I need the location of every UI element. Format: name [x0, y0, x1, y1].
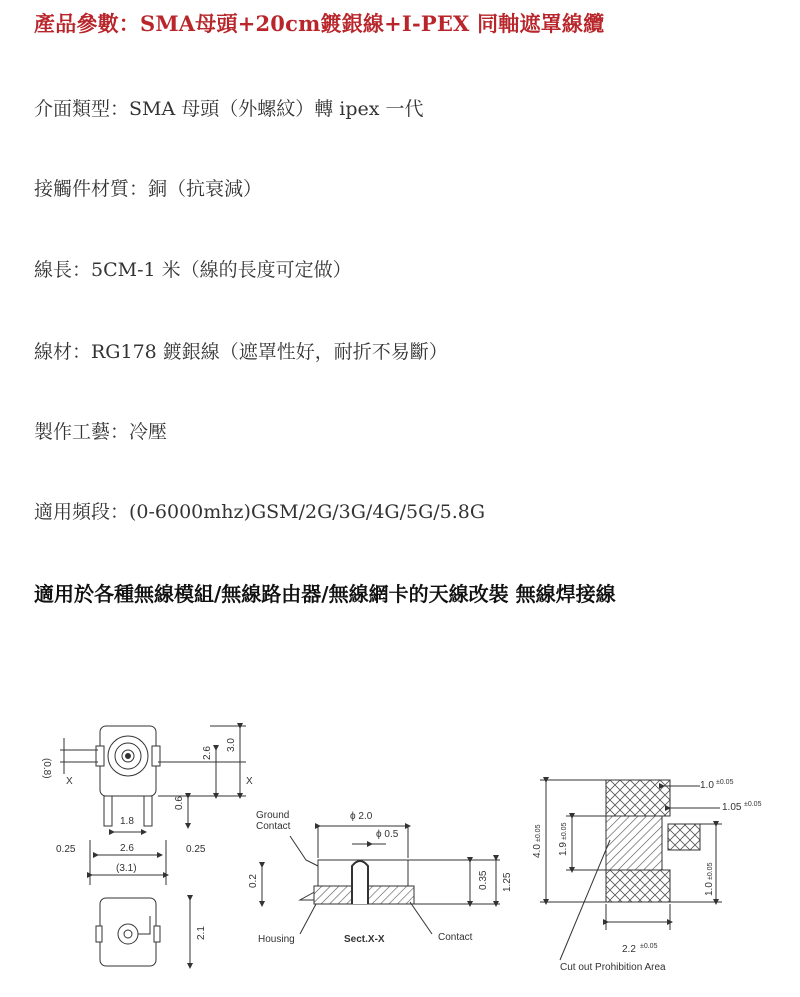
- dim-2-2: 2.2: [622, 944, 636, 955]
- dim-2-6-vertical: 2.6: [202, 746, 213, 760]
- dim-2-6-horizontal: 2.6: [120, 843, 134, 854]
- tol-1-0-vertical: ±0.05: [707, 862, 714, 880]
- label-ground: [256, 810, 292, 832]
- spec-process: 製作工藝：冷壓: [34, 421, 168, 443]
- spec-frequency-band: 適用頻段：(0-6000mhz)GSM/2G/3G/4G/5G/5.8G: [34, 501, 486, 523]
- spec-cable-length: 線長：5CM-1 米（線的長度可定做）: [34, 259, 352, 281]
- label-contact: Contact: [438, 932, 473, 943]
- section-view-drawing: [262, 826, 500, 934]
- spec-cable-material: 線材：RG178 鍍銀線（遮罩性好，耐折不易斷）: [34, 341, 448, 363]
- label-housing: Housing: [258, 934, 295, 945]
- pcb-footprint-drawing: [540, 780, 722, 960]
- ground-contact-line2: Contact: [256, 821, 291, 832]
- dim-0-25-left: 0.25: [56, 844, 76, 855]
- dim-1-25: 1.25: [502, 872, 513, 892]
- dim-4-0: 4.0: [532, 844, 543, 858]
- dim-1-8: 1.8: [120, 816, 134, 827]
- dim-1-0: 1.0: [700, 780, 714, 791]
- dim-2-1: 2.1: [196, 926, 207, 940]
- section-x-left: X: [66, 776, 73, 787]
- dim-0-6: 0.6: [174, 796, 185, 810]
- dim-phi-0-5: ϕ 0.5: [376, 829, 399, 840]
- connector-dimension-drawing: [0, 690, 800, 990]
- ground-contact-line1: Ground: [256, 810, 290, 821]
- usage-description: 適用於各種無線模組/無線路由器/無線網卡的天線改裝 無線焊接線: [34, 582, 616, 606]
- tol-2-2: ±0.05: [640, 943, 658, 950]
- tol-1-05: ±0.05: [744, 801, 762, 808]
- product-title: 產品參數：SMA母頭+20cm鍍銀線+I-PEX 同軸遮罩線纜: [34, 11, 605, 36]
- label-section-x-x: Sect.X-X: [344, 934, 385, 945]
- dim-0-35: 0.35: [478, 870, 489, 890]
- label-cutout-area: Cut out Prohibition Area: [560, 962, 666, 973]
- dim-0-25-right: 0.25: [186, 844, 206, 855]
- dim-3-1: (3.1): [116, 863, 137, 874]
- top-view-drawing: [60, 726, 246, 966]
- tol-1-9: ±0.05: [561, 822, 568, 840]
- dim-0-8: (0.8): [41, 758, 52, 779]
- section-x-right: X: [246, 776, 253, 787]
- tol-1-0: ±0.05: [716, 779, 734, 786]
- dim-1-9: 1.9: [558, 842, 569, 856]
- spec-interface-type: 介面類型：SMA 母頭（外螺紋）轉 ipex 一代: [34, 98, 424, 120]
- tol-4-0: ±0.05: [535, 824, 542, 842]
- dim-0-2: 0.2: [248, 874, 259, 888]
- spec-contact-material: 接觸件材質：銅（抗衰減）: [34, 178, 263, 200]
- dim-phi-2-0: ϕ 2.0: [350, 811, 373, 822]
- dim-1-05: 1.05: [722, 802, 742, 813]
- dim-1-0-vertical: 1.0: [704, 882, 715, 896]
- dim-3-0: 3.0: [226, 738, 237, 752]
